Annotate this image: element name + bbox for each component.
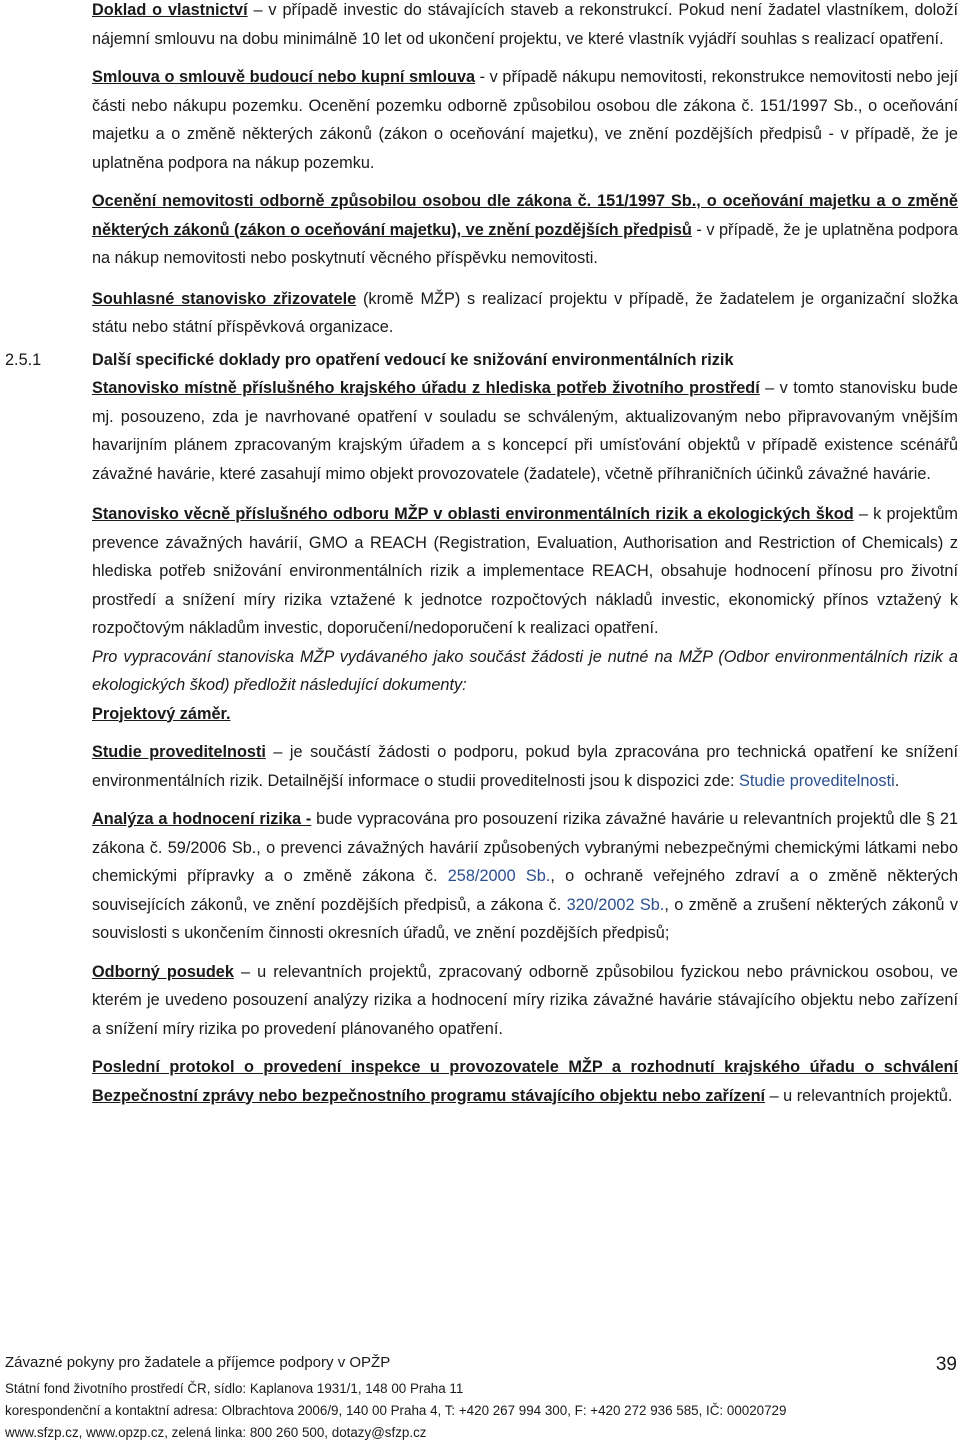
law-258-2000-link[interactable]: 258/2000 Sb. xyxy=(447,867,551,885)
feasibility-study-link[interactable]: Studie proveditelnosti xyxy=(739,771,895,790)
term-feasibility: Studie proveditelnosti xyxy=(92,743,266,761)
law-320-2002-link[interactable]: 320/2002 Sb. xyxy=(566,895,665,914)
footer-contacts xyxy=(5,1378,955,1444)
section-2-5-1 xyxy=(5,346,958,489)
paragraph-ownership: Doklad o vlastnictví – v případě investic do stávajících staveb a rekonstrukcí. Pokud není žadatel vlastníkem, doloží nájemní smlouvu na dobu minimálně 10 let od ukončení projektu, ve které vlastník vyjádří souhlas s realizací opatření. xyxy=(92,1,958,48)
term-risk-analysis: Analýza a hodnocení rizika - xyxy=(92,810,312,828)
paragraph-inspection-protocol: Poslední protokol o provedení inspekce u provozovatele MŽP a rozhodnutí krajského úřadu o schválení Bezpečnostní zprávy nebo bezpečnostního programu stávajícího objektu nebo zařízení – u relevantních projektů. xyxy=(92,1058,958,1105)
footer-title: Závazné pokyny pro žadatele a příjemce podpory v OPŽP xyxy=(5,1354,391,1371)
section-title: Další specifické doklady pro opatření vedoucí ke snižování environmentálních rizik xyxy=(92,350,734,369)
term-regional-office: Stanovisko místně příslušného krajského úřadu z hlediska potřeb životního prostředí xyxy=(92,379,760,397)
paragraph-valuation: Ocenění nemovitosti odborně způsobilou osobou dle zákona č. 151/1997 Sb., o oceňování majetku a o změně některých zákonů (zákon o oceňování majetku), ve znění pozdějších předpisů - v případě, že je uplatněna podpora na nákup nemovitosti nebo poskytnutí věcného příspěvku nemovitosti. xyxy=(92,192,958,267)
footer-address: Státní fond životního prostředí ČR, sídlo: Kaplanova 1931/1, 148 00 Praha 11 xyxy=(5,1381,464,1396)
document-body xyxy=(5,0,958,1110)
footer-web: www.sfzp.cz, www.opzp.cz, zelená linka: 800 260 500, dotazy@sfzp.cz xyxy=(5,1425,427,1440)
paragraph-feasibility: Studie proveditelnosti – je součástí žádosti o podporu, pokud byla zpracována pro technická opatření ke snížení environmentálních rizik. Detailnější informace o studii proveditelnosti jsou k dispozici zde: Studie proveditelnosti. xyxy=(92,743,958,790)
term-ministry-opinion: Stanovisko věcně příslušného odboru MŽP v oblasti environmentálních rizik a ekologických škod xyxy=(92,505,854,523)
term-project-plan: Projektový záměr. xyxy=(92,704,231,723)
paragraph-founder-consent: Souhlasné stanovisko zřizovatele (kromě MŽP) s realizací projektu v případě, že žadatelem je organizační složka státu nebo státní příspěvková organizace. xyxy=(92,289,958,336)
term-founder-consent: Souhlasné stanovisko zřizovatele xyxy=(92,289,357,308)
paragraph-regional-office: Stanovisko místně příslušného krajského úřadu z hlediska potřeb životního prostředí – v tomto stanovisku bude mj. posouzeno, zda je navrhované opatření v souladu se schváleným, aktualizovaným nebo připravovaným vnějším havarijním plánem zpracovaným krajským úřadem a s koncepcí při umísťování objektů v případě existence scénářů závažné havárie, které zasahují mimo objekt provozovatele (žadatele), včetně příhraničních účinků závažné havárie. xyxy=(92,379,958,483)
footer-contact-address: korespondenční a kontaktní adresa: Olbrachtova 2006/9, 140 00 Praha 4, T: +420 267 994 300, F: +420 272 936 585, IČ: 00020729 xyxy=(5,1403,787,1418)
paragraph-contract: Smlouva o smlouvě budoucí nebo kupní smlouva - v případě nákupu nemovitosti, rekonstrukce nemovitosti nebo její části nebo nákupu pozemku. Ocenění pozemku odborně způsobilou osobou dle zákona č. 151/1997 Sb., o oceňování majetku a o změně některých zákonů (zákon o oceňování majetku), ve znění pozdějších předpisů - v případě, že je uplatněna podpora na nákup pozemku. xyxy=(92,68,958,172)
paragraph-instructions: Pro vypracování stanoviska MŽP vydávaného jako součást žádosti je nutné na MŽP (Odbor environmentálních rizik a ekologických škod) předložit následující dokumenty: xyxy=(92,647,958,694)
term-expert-opinion: Odborný posudek xyxy=(92,962,234,981)
paragraph-expert-opinion: Odborný posudek – u relevantních projektů, zpracovaný odborně způsobilou fyzickou nebo právnickou osobou, ve kterém je uvedeno posouzení analýzy rizika a hodnocení míry rizika závažné havárie stávajícího objektu nebo zařízení a snížení míry rizika po provedení plánovaného opatření. xyxy=(92,962,958,1038)
paragraph-ministry-opinion: Stanovisko věcně příslušného odboru MŽP v oblasti environmentálních rizik a ekologických škod – k projektům prevence závažných havárií, GMO a REACH (Registration, Evaluation, Authorisation and Restriction of Chemicals) z hlediska potřeb snižování environmentálních rizik a implementace REACH, obsahuje hodnocení přínosu pro životní prostředí a snížení míry rizika vztažené k jednotce rozpočtových nákladů investic, ekonomický přínos vztažený k rozpočtovým nákladům investic, doporučení/nedoporučení k realizaci opatření. xyxy=(92,505,958,637)
page-number: 39 xyxy=(935,1354,957,1375)
paragraph-risk-analysis: Analýza a hodnocení rizika - bude vypracována pro posouzení rizika závažné havárie u relevantních projektů dle § 21 zákona č. 59/2006 Sb., o prevenci závažných havárií způsobených vybranými nebezpečnými chemickými látkami nebo chemickými přípravky a o změně zákona č. 258/2000 Sb., o ochraně veřejného zdraví a o změně některých souvisejících zákonů, ve znění pozdějších předpisů, a zákona č. 320/2002 Sb., o změně a zrušení některých zákonů v souvislosti s ukončením činnosti okresních úřadů, ve znění pozdějších předpisů; xyxy=(92,810,958,942)
term-contract: Smlouva o smlouvě budoucí nebo kupní smlouva xyxy=(92,68,476,86)
term-inspection-protocol: Poslední protokol o provedení inspekce u provozovatele MŽP a rozhodnutí krajského úřadu o schválení Bezpečnostní zprávy nebo bezpečnostního programu stávajícího objektu nebo zařízení xyxy=(92,1058,958,1105)
section-number: 2.5.1 xyxy=(5,350,42,369)
term-ownership: Doklad o vlastnictví xyxy=(92,1,248,19)
paragraph-project-plan xyxy=(92,700,958,729)
term-valuation: Ocenění nemovitosti odborně způsobilou osobou dle zákona č. 151/1997 Sb., o oceňování majetku a o změně některých zákonů (zákon o oceňování majetku), ve znění pozdějších předpisů xyxy=(92,192,958,239)
